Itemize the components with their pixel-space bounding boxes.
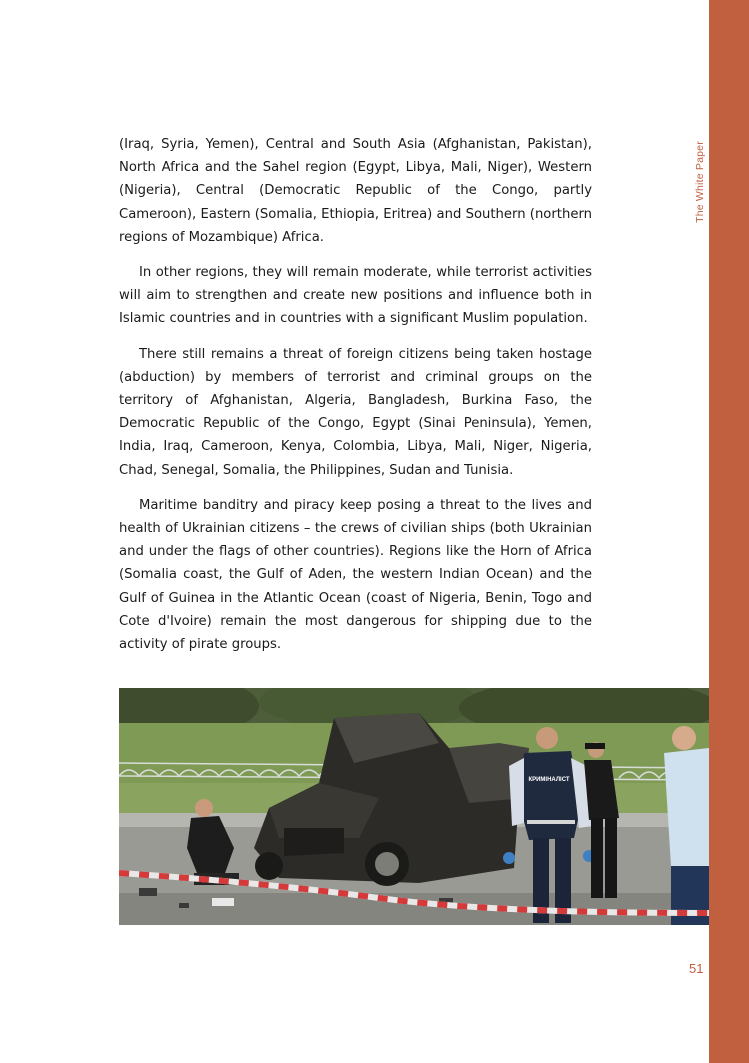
paragraph-2: In other regions, they will remain moderate, while terrorist activities will aim to strengthen and create new positions and influence both in Islamic countries and in countries with a significant Muslim population. (119, 265, 592, 327)
paragraph-4: Maritime banditry and piracy keep posing a threat to the lives and health of Ukrainian citizens – the crews of civilian ships (both Ukrainian and under the flags of other countries). Regions like the Horn of Africa (Somalia coast, the Gulf of Aden, the western Indian Ocean) and the Gulf of Guinea in the Atlantic Ocean (coast of Nigeria, Benin, Togo and Cote d'Ivoire) remain the most dangerous for shipping due to the activity of pirate groups. (119, 497, 592, 653)
running-head: The White Paper (694, 141, 706, 223)
page-number: 51 (689, 961, 704, 976)
vest-label: КРИМІНАЛІСТ (528, 777, 570, 783)
car-explosion-photo (119, 688, 709, 925)
side-color-band (709, 0, 749, 1063)
body-text (119, 133, 592, 668)
paragraph-3: There still remains a threat of foreign citizens being taken hostage (abduction) by members of terrorist and criminal groups on the territory of Afghanistan, Algeria, Bangladesh, Burkina Faso, the Democratic Republic of the Congo, Egypt (Sinai Peninsula), Yemen, India, Iraq, Cameroon, Kenya, Colombia, Libya, Mali, Niger, Nigeria, Chad, Senegal, Somalia, the Philippines, Sudan and Tunisia. (119, 346, 592, 478)
paragraph-1: (Iraq, Syria, Yemen), Central and South Asia (Afghanistan, Pakistan), North Africa and the Sahel region (Egypt, Libya, Mali, Niger), Western (Nigeria), Central (Democratic Republic of the Congo, partly Cameroon), Eastern (Somalia, Ethiopia, Eritrea) and Southern (northern regions of Mozambique) Africa. (119, 137, 592, 245)
